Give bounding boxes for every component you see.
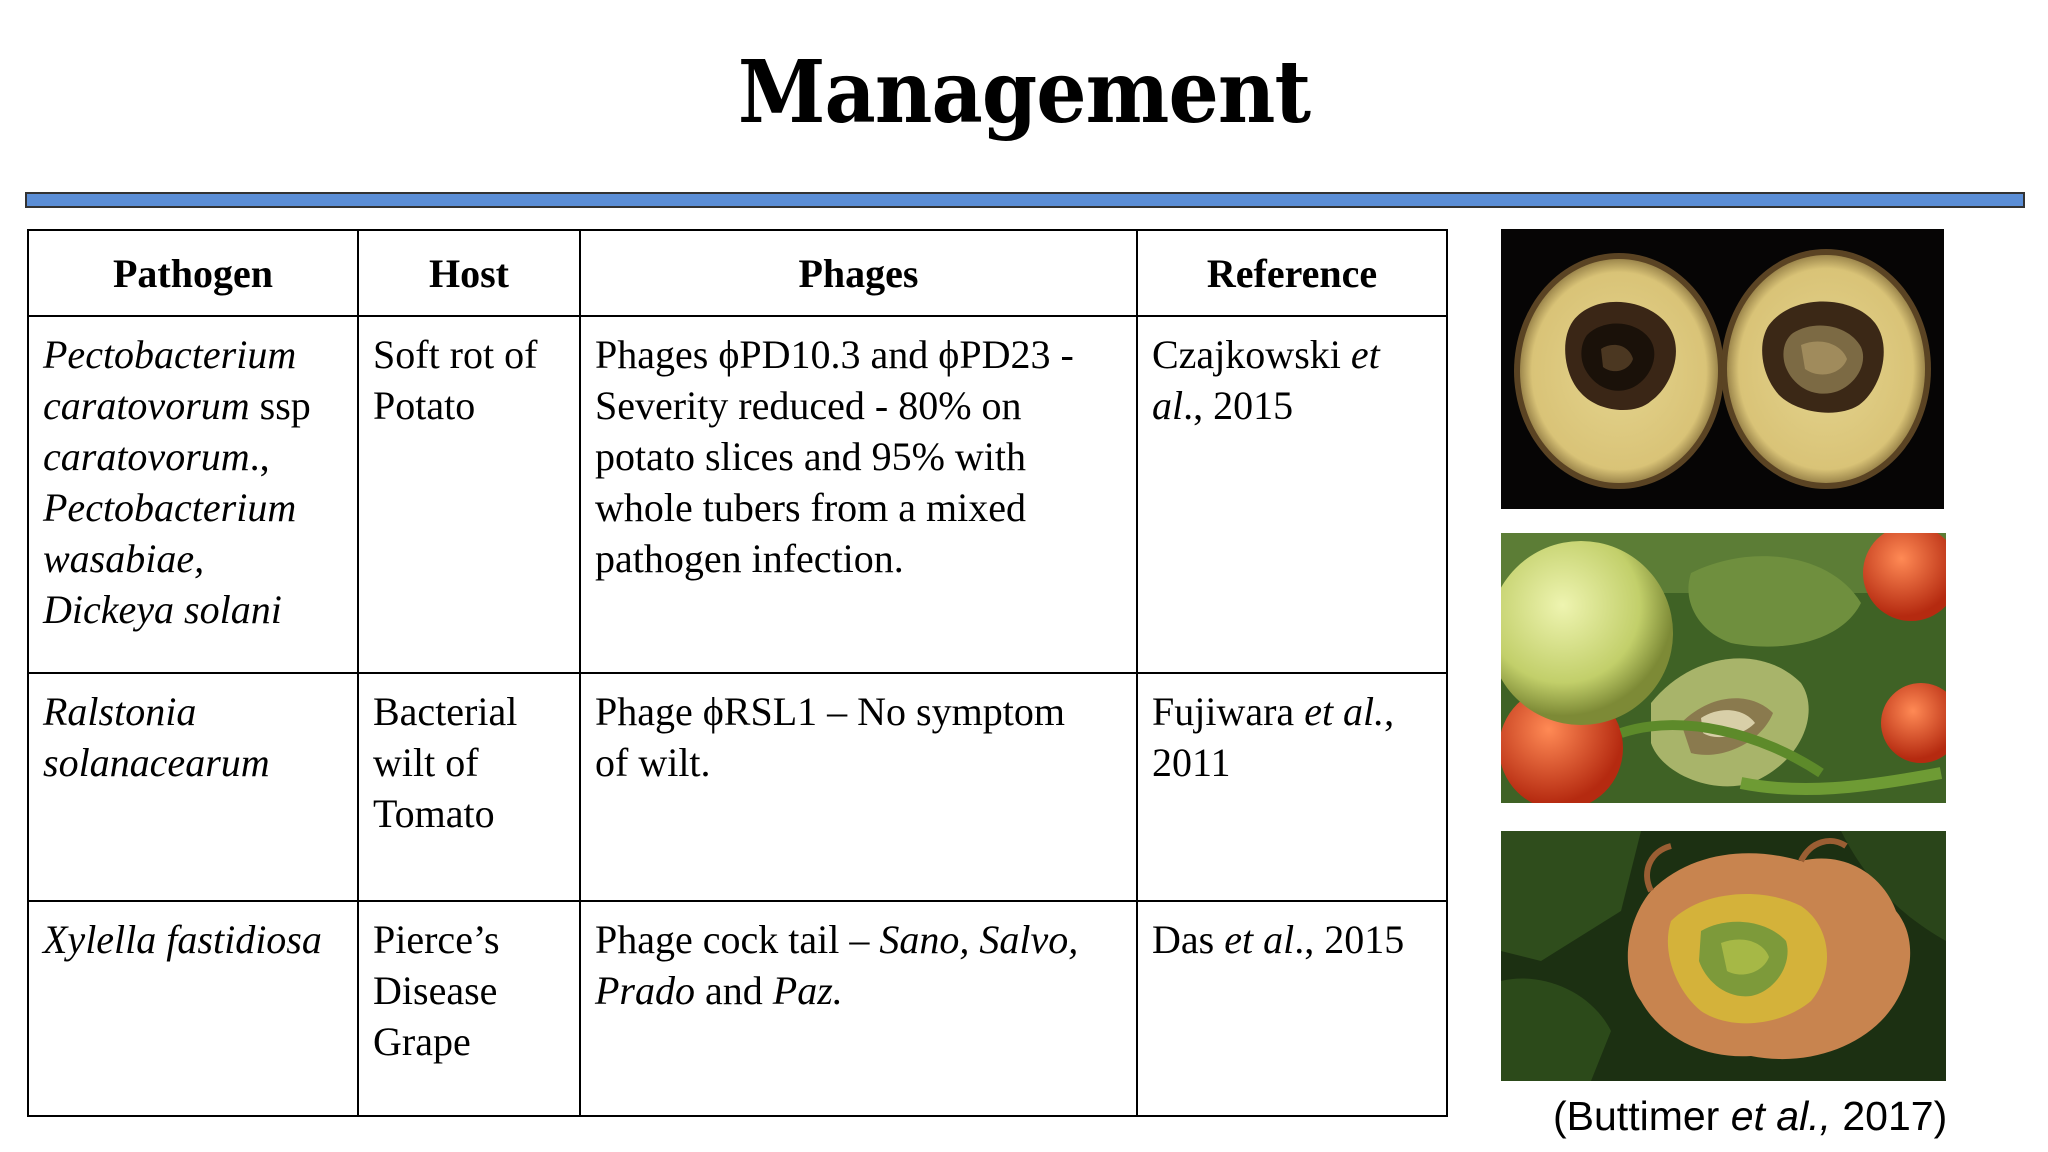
reference-cell: Fujiwara et al., 2011: [1137, 673, 1447, 901]
tomato-wilt-photo: [1501, 533, 1946, 803]
table-row: [28, 673, 1447, 901]
host-cell: Soft rot of Potato: [358, 316, 580, 673]
slide-title: Management: [737, 42, 1311, 143]
image-credit: (Buttimer et al., 2017): [1553, 1093, 1948, 1139]
table-row: [28, 901, 1447, 1116]
header-phages: Phages: [580, 230, 1137, 316]
header-host: Host: [358, 230, 580, 316]
host-cell: Pierce’s Disease Grape: [358, 901, 580, 1116]
reference-cell: Das et al., 2015: [1137, 901, 1447, 1116]
phages-cell: Phages ϕPD10.3 and ϕPD23 - Severity reduced - 80% on potato slices and 95% with whole tubers from a mixed pathogen infection.: [580, 316, 1137, 673]
management-table: [27, 229, 1448, 1117]
table-row: [28, 316, 1447, 673]
pathogen-cell: Xylella fastidiosa: [28, 901, 358, 1116]
phages-cell: Phage cock tail – Sano, Salvo, Prado and Paz.: [580, 901, 1137, 1116]
potato-soft-rot-photo: [1501, 229, 1944, 509]
header-reference: Reference: [1137, 230, 1447, 316]
pathogen-cell: Pectobacterium caratovorum ssp caratovorum., Pectobacterium wasabiae, Dickeya solani: [28, 316, 358, 673]
pathogen-cell: Ralstonia solanacearum: [28, 673, 358, 901]
header-pathogen: Pathogen: [28, 230, 358, 316]
title-divider: [25, 192, 2025, 208]
phages-cell: Phage ϕRSL1 – No symptom of wilt.: [580, 673, 1137, 901]
host-cell: Bacterial wilt of Tomato: [358, 673, 580, 901]
table-header-row: [28, 230, 1447, 316]
reference-cell: Czajkowski et al., 2015: [1137, 316, 1447, 673]
grape-pierces-disease-photo: [1501, 831, 1946, 1081]
